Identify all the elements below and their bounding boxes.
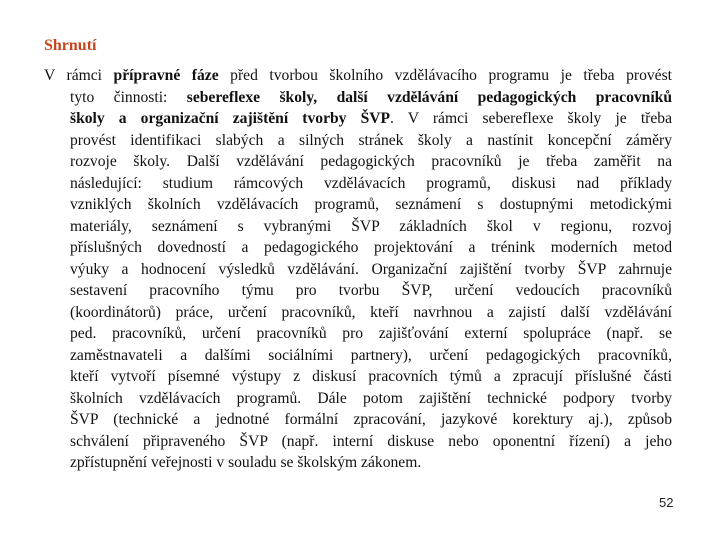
text-line bbox=[44, 108, 672, 130]
summary-paragraph bbox=[44, 65, 672, 474]
bold-text: školy a organizační zajištění tvorby ŠVP bbox=[70, 110, 391, 127]
text: následující: studium rámcových vzdělávacích programů, diskusi nad příklady bbox=[70, 174, 672, 192]
bold-text: přípravné fáze bbox=[113, 67, 219, 84]
text: před tvorbou školního vzdělávacího programu je třeba provést bbox=[218, 67, 672, 84]
text-line bbox=[44, 452, 672, 474]
text: rozvoje školy. Další vzdělávání pedagogických pracovníků je třeba zaměřit na bbox=[70, 153, 672, 170]
text: zpřístupnění veřejnosti v souladu se školským zákonem. bbox=[70, 454, 422, 471]
text-line bbox=[44, 194, 672, 216]
text: výuky a hodnocení výsledků vzdělávání. Organizační zajištění tvorby ŠVP zahrnuje bbox=[70, 260, 672, 278]
text-line bbox=[44, 302, 672, 324]
text-line bbox=[44, 280, 672, 302]
text: příslušných dovedností a pedagogického projektování a trénink moderních metod bbox=[70, 239, 672, 256]
text: . V rámci sebereflexe školy je třeba bbox=[390, 110, 672, 127]
text: materiály, seznámení s vybranými ŠVP základních škol v regionu, rozvoj bbox=[70, 217, 672, 235]
text-line bbox=[44, 173, 672, 195]
text-line bbox=[44, 216, 672, 238]
text: schválení připraveného ŠVP (např. interní diskuse nebo oponentní řízení) a jeho bbox=[70, 432, 672, 450]
slide-title: Shrnutí bbox=[44, 37, 97, 54]
text-line bbox=[44, 409, 672, 431]
text-line bbox=[44, 345, 672, 367]
text-line bbox=[44, 431, 672, 453]
text: V rámci bbox=[44, 67, 114, 84]
text-line bbox=[44, 65, 672, 87]
text: provést identifikaci slabých a silných stránek školy a nastínit koncepční záměry bbox=[70, 131, 672, 149]
text: ŠVP (technické a jednotné formální zpracování, jazykové korektury aj.), způsob bbox=[70, 411, 672, 428]
text-line bbox=[44, 323, 672, 345]
text: tyto činnosti: bbox=[70, 88, 187, 106]
text: zaměstnavateli a dalšími sociálními partnery), určení pedagogických pracovníků, bbox=[70, 346, 672, 364]
text: (koordinátorů) práce, určení pracovníků, kteří navrhnou a zajistí další vzdělávání bbox=[70, 303, 672, 321]
text-line bbox=[44, 259, 672, 281]
bold-text: sebereflexe školy, další vzdělávání pedagogických pracovníků bbox=[186, 88, 673, 106]
text: kteří vytvoří písemné výstupy z diskusí pracovních týmů a zpracují příslušné části bbox=[70, 368, 672, 385]
text-line bbox=[44, 366, 672, 388]
text: sestavení pracovního týmu pro tvorbu ŠVP, určení vedoucích pracovníků bbox=[70, 282, 672, 299]
page-number: 52 bbox=[659, 495, 674, 510]
text: ped. pracovníků, určení pracovníků pro zajišťování externí spolupráce (např. se bbox=[70, 325, 672, 342]
text-line bbox=[44, 87, 672, 109]
text-line bbox=[44, 130, 672, 152]
text-line bbox=[44, 237, 672, 259]
text-line bbox=[44, 388, 672, 410]
text: školních vzdělávacích programů. Dále potom zajištění technické podpory tvorby bbox=[70, 389, 672, 407]
text-line bbox=[44, 151, 672, 173]
text: vzniklých školních vzdělávacích programů, seznámení s dostupnými metodickými bbox=[70, 196, 672, 213]
